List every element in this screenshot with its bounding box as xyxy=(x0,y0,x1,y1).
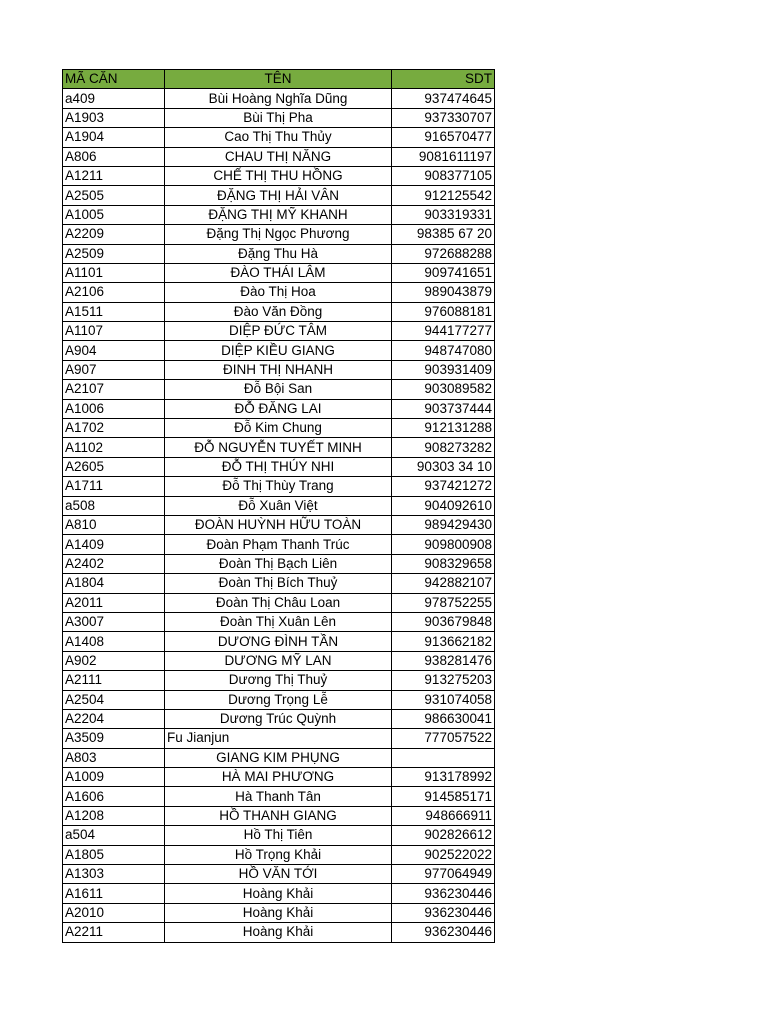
unit-code-cell[interactable]: A2402 xyxy=(63,554,165,573)
table-row xyxy=(63,496,495,515)
phone-cell[interactable]: 948666911 xyxy=(392,806,495,825)
table-row xyxy=(63,535,495,554)
name-cell[interactable]: DIỆP ĐỨC TÂM xyxy=(165,322,392,341)
name-cell[interactable]: Dương Trúc Quỳnh xyxy=(165,709,392,728)
unit-code-cell[interactable]: A803 xyxy=(63,748,165,767)
phone-cell[interactable]: 978752255 xyxy=(392,593,495,612)
unit-code-cell[interactable]: A907 xyxy=(63,360,165,379)
table-row xyxy=(63,671,495,690)
phone-cell[interactable]: 989043879 xyxy=(392,283,495,302)
unit-code-cell[interactable]: A2209 xyxy=(63,225,165,244)
table-row xyxy=(63,341,495,360)
name-cell[interactable]: CHẾ THỊ THU HỒNG xyxy=(165,166,392,185)
name-cell[interactable]: DIỆP KIỀU GIANG xyxy=(165,341,392,360)
name-cell[interactable]: CHAU THỊ NĂNG xyxy=(165,147,392,166)
table-row xyxy=(63,787,495,806)
name-cell[interactable]: HỒ VĂN TỚI xyxy=(165,865,392,884)
table-row xyxy=(63,612,495,631)
name-cell[interactable]: ĐỖ ĐĂNG LAI xyxy=(165,399,392,418)
name-cell[interactable]: Đào Thị Hoa xyxy=(165,283,392,302)
phone-cell[interactable]: 986630041 xyxy=(392,709,495,728)
phone-cell[interactable]: 936230446 xyxy=(392,923,495,942)
name-cell[interactable]: ĐỖ THỊ THÚY NHI xyxy=(165,457,392,476)
name-cell[interactable]: Đỗ Kim Chung xyxy=(165,419,392,438)
name-cell[interactable]: Cao Thị Thu Thủy xyxy=(165,128,392,147)
phone-cell[interactable]: 903319331 xyxy=(392,205,495,224)
phone-cell[interactable]: 90303 34 10 xyxy=(392,457,495,476)
table-row xyxy=(63,806,495,825)
phone-cell[interactable]: 937421272 xyxy=(392,477,495,496)
name-cell[interactable]: Bùi Thị Pha xyxy=(165,108,392,127)
unit-code-cell[interactable]: A2010 xyxy=(63,903,165,922)
name-cell[interactable]: Đoàn Thị Xuân Lên xyxy=(165,612,392,631)
table-row xyxy=(63,477,495,496)
unit-code-cell[interactable]: a409 xyxy=(63,89,165,108)
phone-cell[interactable]: 931074058 xyxy=(392,690,495,709)
table-row xyxy=(63,457,495,476)
table-row xyxy=(63,186,495,205)
unit-code-cell[interactable]: A2504 xyxy=(63,690,165,709)
phone-cell[interactable]: 989429430 xyxy=(392,515,495,534)
unit-code-cell[interactable]: A810 xyxy=(63,515,165,534)
phone-cell[interactable]: 937474645 xyxy=(392,89,495,108)
unit-code-cell[interactable]: A2509 xyxy=(63,244,165,263)
phone-cell[interactable]: 902826612 xyxy=(392,826,495,845)
unit-code-cell[interactable]: A902 xyxy=(63,651,165,670)
phone-cell[interactable]: 936230446 xyxy=(392,884,495,903)
table-row xyxy=(63,515,495,534)
table-row xyxy=(63,690,495,709)
unit-code-cell[interactable]: A2106 xyxy=(63,283,165,302)
unit-code-cell[interactable]: A1804 xyxy=(63,574,165,593)
name-cell[interactable]: ĐOÀN HUỲNH HỮU TOÀN xyxy=(165,515,392,534)
table-row xyxy=(63,360,495,379)
name-cell[interactable]: ĐẶNG THỊ MỸ KHANH xyxy=(165,205,392,224)
unit-code-cell[interactable]: A3509 xyxy=(63,729,165,748)
unit-code-cell[interactable]: A2204 xyxy=(63,709,165,728)
header-row xyxy=(63,70,495,89)
unit-code-cell[interactable]: A1409 xyxy=(63,535,165,554)
name-cell[interactable]: Hoàng Khải xyxy=(165,923,392,942)
unit-code-cell[interactable]: a508 xyxy=(63,496,165,515)
phone-cell[interactable]: 908273282 xyxy=(392,438,495,457)
table-row xyxy=(63,826,495,845)
phone-cell[interactable]: 916570477 xyxy=(392,128,495,147)
unit-code-cell[interactable]: A1303 xyxy=(63,865,165,884)
table-row xyxy=(63,632,495,651)
table-row xyxy=(63,89,495,108)
phone-cell[interactable]: 938281476 xyxy=(392,651,495,670)
name-cell[interactable]: Hà Thanh Tân xyxy=(165,787,392,806)
unit-code-cell[interactable]: A1702 xyxy=(63,419,165,438)
name-cell[interactable]: HÀ MAI PHƯƠNG xyxy=(165,768,392,787)
table-row xyxy=(63,263,495,282)
header-sdt[interactable]: SDT xyxy=(392,70,495,89)
unit-code-cell[interactable]: A1904 xyxy=(63,128,165,147)
phone-cell[interactable]: 977064949 xyxy=(392,865,495,884)
unit-code-cell[interactable]: A1101 xyxy=(63,263,165,282)
name-cell[interactable]: Đỗ Xuân Việt xyxy=(165,496,392,515)
name-cell[interactable]: ĐỖ NGUYỄN TUYẾT MINH xyxy=(165,438,392,457)
table-row xyxy=(63,709,495,728)
unit-code-cell[interactable]: A1102 xyxy=(63,438,165,457)
name-cell[interactable]: Hoàng Khải xyxy=(165,884,392,903)
unit-code-cell[interactable]: A806 xyxy=(63,147,165,166)
name-cell[interactable]: Đoàn Thị Bích Thuỷ xyxy=(165,574,392,593)
name-cell[interactable]: Đoàn Thị Châu Loan xyxy=(165,593,392,612)
table-row xyxy=(63,748,495,767)
unit-code-cell[interactable]: A2211 xyxy=(63,923,165,942)
phone-cell[interactable]: 9081611197 xyxy=(392,147,495,166)
phone-cell[interactable]: 937330707 xyxy=(392,108,495,127)
unit-code-cell[interactable]: A1805 xyxy=(63,845,165,864)
phone-cell[interactable]: 913275203 xyxy=(392,671,495,690)
name-cell[interactable]: DƯƠNG ĐÌNH TẦN xyxy=(165,632,392,651)
table-row xyxy=(63,554,495,573)
unit-code-cell[interactable]: A1611 xyxy=(63,884,165,903)
phone-cell[interactable]: 912131288 xyxy=(392,419,495,438)
unit-code-cell[interactable]: A1903 xyxy=(63,108,165,127)
name-cell[interactable]: GIANG KIM PHỤNG xyxy=(165,748,392,767)
table-row xyxy=(63,768,495,787)
name-cell[interactable]: Dương Trọng Lễ xyxy=(165,690,392,709)
unit-code-cell[interactable]: A2011 xyxy=(63,593,165,612)
table-row xyxy=(63,244,495,263)
name-cell[interactable]: Đặng Thị Ngọc Phương xyxy=(165,225,392,244)
table-row xyxy=(63,147,495,166)
table-row xyxy=(63,399,495,418)
name-cell[interactable]: Hồ Trọng Khải xyxy=(165,845,392,864)
name-cell[interactable]: Đào Văn Đồng xyxy=(165,302,392,321)
table-row xyxy=(63,865,495,884)
table-row xyxy=(63,419,495,438)
name-cell[interactable]: HỒ THANH GIANG xyxy=(165,806,392,825)
unit-code-cell[interactable]: A1009 xyxy=(63,768,165,787)
unit-code-cell[interactable]: a504 xyxy=(63,826,165,845)
table-row xyxy=(63,651,495,670)
phone-cell[interactable]: 908377105 xyxy=(392,166,495,185)
phone-cell[interactable]: 904092610 xyxy=(392,496,495,515)
phone-cell[interactable]: 936230446 xyxy=(392,903,495,922)
table-row xyxy=(63,205,495,224)
unit-code-cell[interactable]: A2605 xyxy=(63,457,165,476)
name-cell[interactable]: Đỗ Bội San xyxy=(165,380,392,399)
name-cell[interactable]: ĐINH THỊ NHANH xyxy=(165,360,392,379)
table-row xyxy=(63,166,495,185)
phone-cell[interactable]: 914585171 xyxy=(392,787,495,806)
name-cell[interactable]: Fu Jianjun xyxy=(165,729,392,748)
phone-cell[interactable]: 903089582 xyxy=(392,380,495,399)
name-cell[interactable]: Đoàn Thị Bạch Liên xyxy=(165,554,392,573)
phone-cell[interactable]: 912125542 xyxy=(392,186,495,205)
phone-cell[interactable]: 908329658 xyxy=(392,554,495,573)
phone-cell[interactable]: 903931409 xyxy=(392,360,495,379)
phone-cell[interactable]: 942882107 xyxy=(392,574,495,593)
table-row xyxy=(63,903,495,922)
table-row xyxy=(63,322,495,341)
name-cell[interactable]: Đặng Thu Hà xyxy=(165,244,392,263)
phone-cell[interactable]: 913662182 xyxy=(392,632,495,651)
name-cell[interactable]: Hoàng Khải xyxy=(165,903,392,922)
header-ma-can[interactable]: MÃ CĂN xyxy=(63,70,165,89)
table-row xyxy=(63,225,495,244)
name-cell[interactable]: Bùi Hoàng Nghĩa Dũng xyxy=(165,89,392,108)
name-cell[interactable]: Đoàn Phạm Thanh Trúc xyxy=(165,535,392,554)
header-ten[interactable]: TÊN xyxy=(165,70,392,89)
phone-cell[interactable]: 913178992 xyxy=(392,768,495,787)
phone-cell[interactable]: 903737444 xyxy=(392,399,495,418)
name-cell[interactable]: DƯƠNG MỸ LAN xyxy=(165,651,392,670)
unit-code-cell[interactable]: A1208 xyxy=(63,806,165,825)
unit-code-cell[interactable]: A1006 xyxy=(63,399,165,418)
phone-cell[interactable]: 903679848 xyxy=(392,612,495,631)
table-row xyxy=(63,283,495,302)
phone-cell[interactable]: 909800908 xyxy=(392,535,495,554)
phone-cell[interactable] xyxy=(392,748,495,767)
table-row xyxy=(63,884,495,903)
phone-cell[interactable]: 972688288 xyxy=(392,244,495,263)
unit-code-cell[interactable]: A1107 xyxy=(63,322,165,341)
unit-code-cell[interactable]: A904 xyxy=(63,341,165,360)
table-row xyxy=(63,438,495,457)
table-row xyxy=(63,128,495,147)
unit-code-cell[interactable]: A1606 xyxy=(63,787,165,806)
unit-code-cell[interactable]: A2111 xyxy=(63,671,165,690)
table-row xyxy=(63,574,495,593)
phone-cell[interactable]: 948747080 xyxy=(392,341,495,360)
phone-cell[interactable]: 902522022 xyxy=(392,845,495,864)
table-row xyxy=(63,923,495,942)
phone-cell[interactable]: 777057522 xyxy=(392,729,495,748)
table-row xyxy=(63,380,495,399)
phone-cell[interactable]: 944177277 xyxy=(392,322,495,341)
table-row xyxy=(63,302,495,321)
name-cell[interactable]: Đỗ Thị Thùy Trang xyxy=(165,477,392,496)
spreadsheet-table xyxy=(62,69,495,943)
unit-code-cell[interactable]: A1211 xyxy=(63,166,165,185)
unit-code-cell[interactable]: A1711 xyxy=(63,477,165,496)
unit-code-cell[interactable]: A1408 xyxy=(63,632,165,651)
name-cell[interactable]: ĐÀO THÁI LÂM xyxy=(165,263,392,282)
unit-code-cell[interactable]: A3007 xyxy=(63,612,165,631)
name-cell[interactable]: Dương Thị Thuỷ xyxy=(165,671,392,690)
phone-cell[interactable]: 976088181 xyxy=(392,302,495,321)
table-row xyxy=(63,108,495,127)
unit-code-cell[interactable]: A2107 xyxy=(63,380,165,399)
name-cell[interactable]: ĐẶNG THỊ HẢI VÂN xyxy=(165,186,392,205)
unit-code-cell[interactable]: A1005 xyxy=(63,205,165,224)
unit-code-cell[interactable]: A1511 xyxy=(63,302,165,321)
table-row xyxy=(63,593,495,612)
table-row xyxy=(63,729,495,748)
phone-cell[interactable]: 909741651 xyxy=(392,263,495,282)
phone-cell[interactable]: 98385 67 20 xyxy=(392,225,495,244)
unit-code-cell[interactable]: A2505 xyxy=(63,186,165,205)
table-row xyxy=(63,845,495,864)
name-cell[interactable]: Hồ Thị Tiên xyxy=(165,826,392,845)
